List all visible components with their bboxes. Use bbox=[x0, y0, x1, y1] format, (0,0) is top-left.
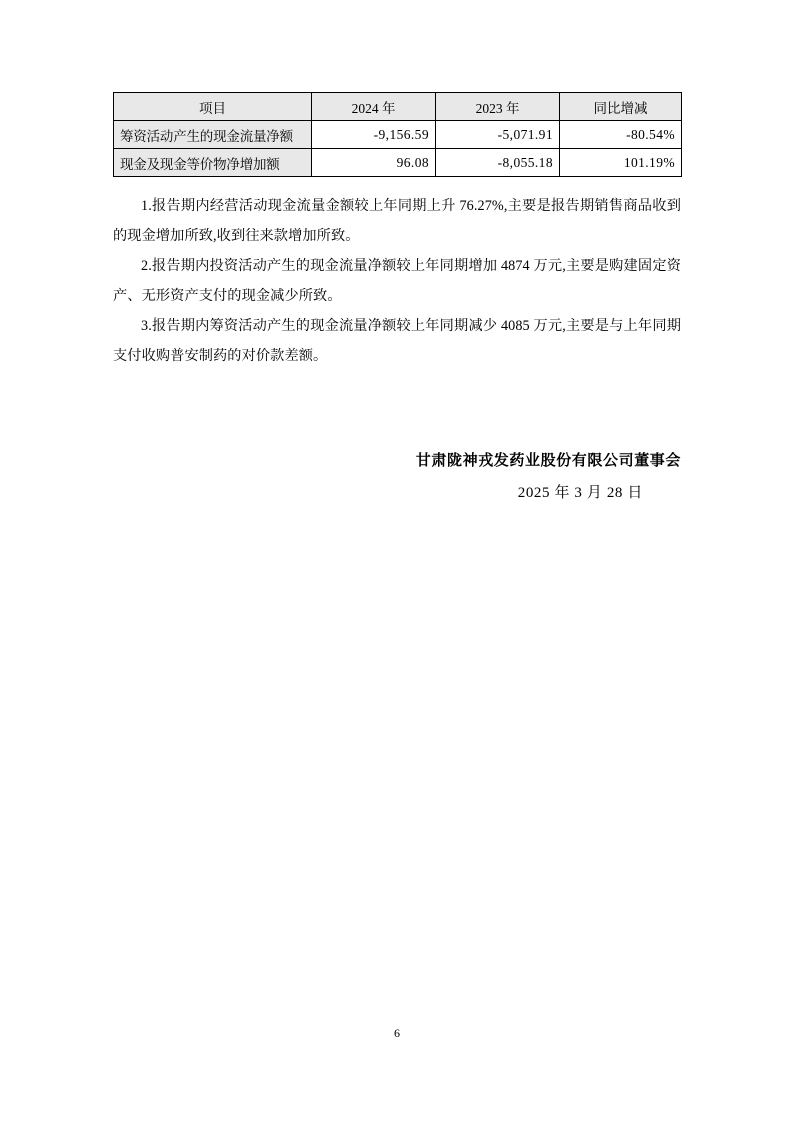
table-row bbox=[114, 121, 682, 149]
row-value-2023: -5,071.91 bbox=[436, 121, 560, 149]
signature-date: 2025 年 3 月 28 日 bbox=[517, 485, 643, 501]
table-row bbox=[114, 149, 682, 177]
row-value-2023: -8,055.18 bbox=[436, 149, 560, 177]
table-header-change: 同比增减 bbox=[560, 93, 682, 121]
row-value-change: -80.54% bbox=[560, 121, 682, 149]
row-label: 现金及现金等价物净增加额 bbox=[114, 149, 312, 177]
note-paragraph-3: 3.报告期内筹资活动产生的现金流量净额较上年同期减少 4085 万元,主要是与上年同期支付收购普安制药的对价款差额。 bbox=[113, 318, 681, 364]
notes-section bbox=[113, 191, 681, 371]
table-header-row bbox=[114, 93, 682, 121]
page-number: 6 bbox=[394, 1026, 400, 1040]
page-content bbox=[113, 92, 681, 509]
cash-flow-table bbox=[113, 92, 682, 177]
signature-company: 甘肃陇神戎发药业股份有限公司董事会 bbox=[415, 453, 681, 469]
row-value-2024: -9,156.59 bbox=[312, 121, 436, 149]
row-label: 筹资活动产生的现金流量净额 bbox=[114, 121, 312, 149]
table-header-2024: 2024 年 bbox=[312, 93, 436, 121]
row-value-change: 101.19% bbox=[560, 149, 682, 177]
table-header-2023: 2023 年 bbox=[436, 93, 560, 121]
note-paragraph-2: 2.报告期内投资活动产生的现金流量净额较上年同期增加 4874 万元,主要是购建固定资产、无形资产支付的现金减少所致。 bbox=[113, 258, 681, 304]
table-header-item: 项目 bbox=[114, 93, 312, 121]
note-paragraph-1: 1.报告期内经营活动现金流量金额较上年同期上升 76.27%,主要是报告期销售商品收到的现金增加所致,收到往来款增加所致。 bbox=[113, 198, 681, 244]
row-value-2024: 96.08 bbox=[312, 149, 436, 177]
signature-block bbox=[113, 445, 681, 509]
